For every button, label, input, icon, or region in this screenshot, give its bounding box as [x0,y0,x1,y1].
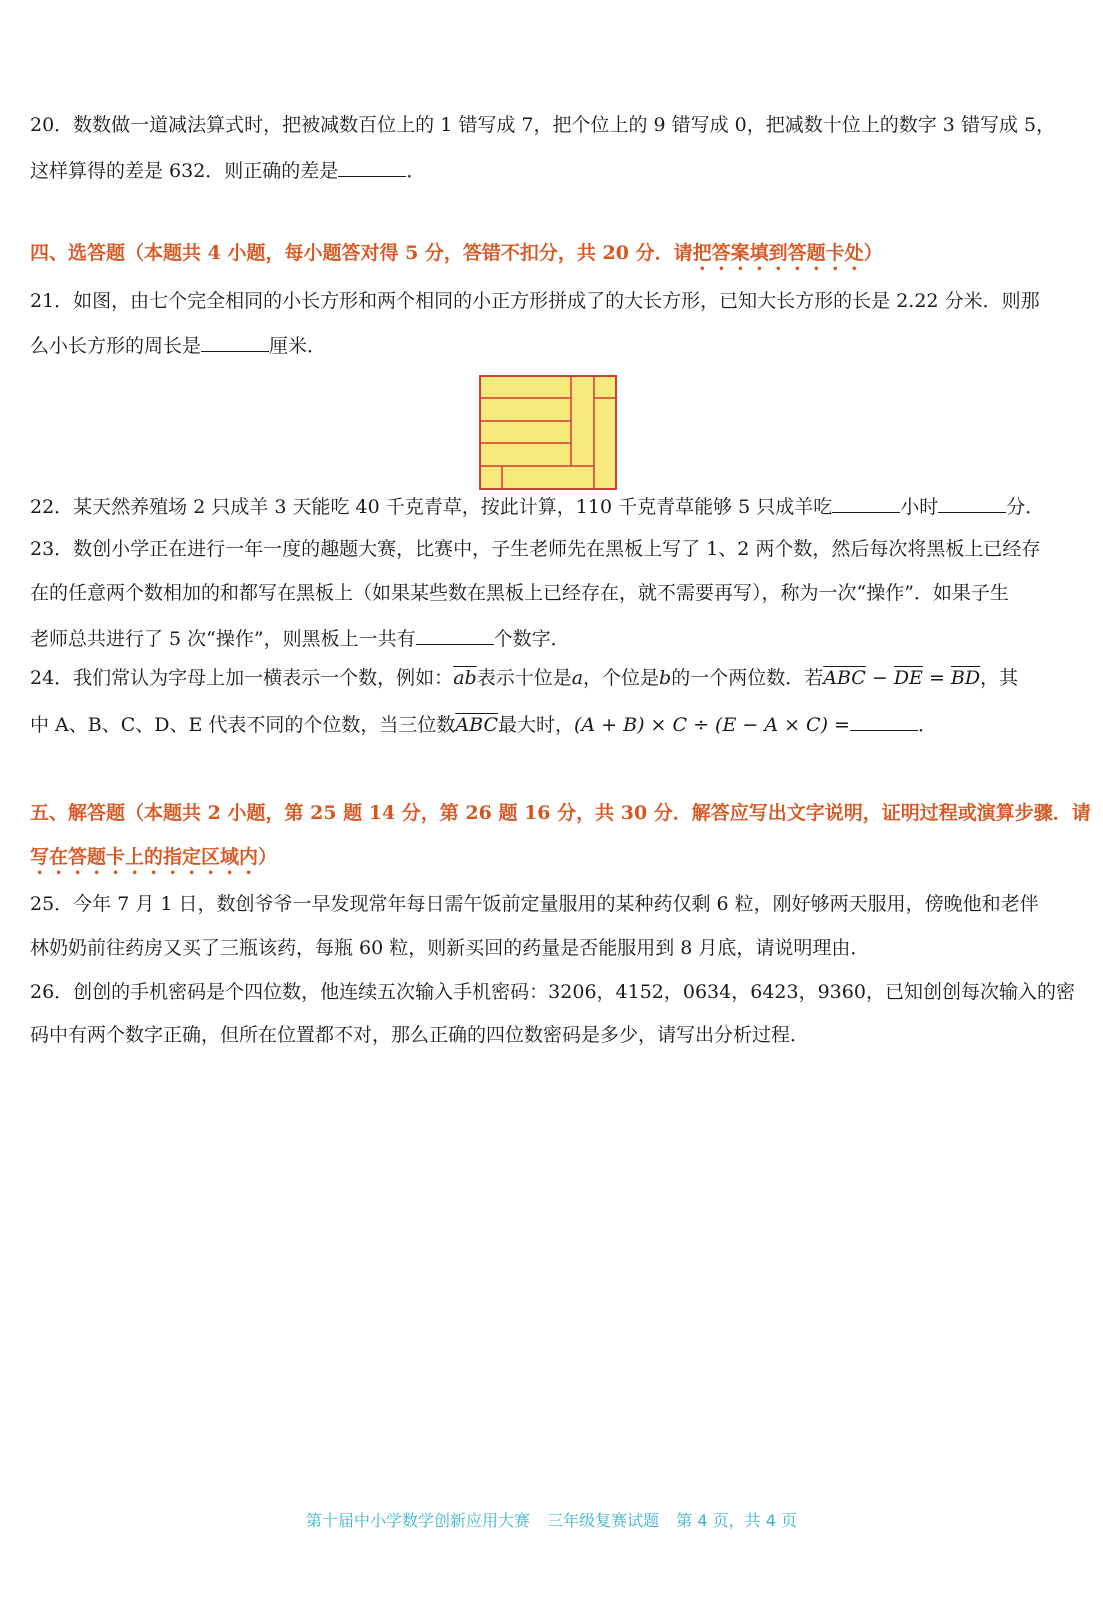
q24-text-g: 最大时， [497,714,574,736]
page-footer [0,1508,1103,1531]
q24-minus: − [865,667,894,689]
section-5-emphasis: 写在答题卡上的指定区域内 [30,846,259,868]
q24-overline-abc: $\overline{ABC}$ [823,667,866,689]
q23-line-3 [30,624,1075,652]
footer-page-number: 第 4 页，共 4 页 [676,1511,797,1530]
q22-minutes-blank[interactable] [938,492,1006,513]
q20-end: ． [406,160,426,182]
q24-end: ． [917,714,937,736]
section-4-emphasis: 把答案填到答题卡处 [692,242,864,264]
q23-unit: 个数字． [493,628,570,650]
q24-text-e: ，其 [980,667,1019,689]
q24-line-1 [30,665,1075,691]
footer-title: 第十届中小学数学创新应用大赛 [306,1511,531,1530]
q24-answer-blank[interactable] [850,710,918,731]
q20-answer-blank[interactable] [338,156,406,177]
q22-hours-unit: 小时 [900,496,939,518]
section-4-heading [30,240,1075,275]
q24-text-d: 的一个两位数．若 [671,667,824,689]
q22-line [30,492,1075,520]
q24-overline-ab: $\overline{ab}$ [453,667,477,689]
q23-line-1: 23．数创小学正在进行一年一度的趣题大赛，比赛中，子生老师先在黑板上写了 1、2 两个数，然后每次将黑板上已经存 [30,538,1041,560]
q20-text: 这样算得的差是 632．则正确的差是 [30,160,339,182]
q23-line-2: 在的任意两个数相加的和都写在黑板上（如果某些数在黑板上已经存在，就不需要再写），称为一次“操作”．如果子生 [30,582,1009,604]
q24-overline-abc-2: $\overline{ABC}$ [455,714,498,736]
q21-answer-blank[interactable] [201,331,269,352]
q20-line-2 [30,156,1075,184]
q24-var-b: b [659,667,672,689]
q22-hours-blank[interactable] [832,492,900,513]
q21-unit: 厘米． [269,335,327,357]
q26-line-1: 26．创创的手机密码是个四位数，他连续五次输入手机密码：3206，4152，0634，6423，9360，已知创创每次输入的密 [30,981,1075,1003]
q24-expression: (A + B) × C ÷ (E − A × C) = [574,714,850,736]
footer-subtitle: 三年级复赛试题 [547,1511,660,1530]
q21-line-2 [30,331,1075,359]
section-4-text: 四、选答题（本题共 4 小题，每小题答对得 5 分，答错不扣分，共 20 分．请 [30,242,693,264]
q24-var-a: a [571,667,584,689]
q22-text: 22．某天然养殖场 2 只成羊 3 天能吃 40 千克青草，按此计算，110 千克青草能够 5 只成羊吃 [30,496,833,518]
q24-text-c: ，个位是 [583,667,660,689]
q21-line-1: 21．如图，由七个完全相同的小长方形和两个相同的小正方形拼成了的大长方形，已知大长方形的长是 2.22 分米．则那 [30,290,1040,312]
q23-text: 老师总共进行了 5 次“操作”，则黑板上一共有 [30,628,416,650]
section-5-heading-line-2 [30,844,1075,879]
q24-equals: = [922,667,951,689]
section-4-close: ） [863,242,883,264]
q22-minutes-unit: 分． [1006,496,1045,518]
q24-overline-de: $\overline{DE}$ [893,667,923,689]
q20-line-1: 20．数数做一道减法算式时，把被减数百位上的 1 错写成 7，把个位上的 9 错写成 0，把减数十位上的数字 3 错写成 5， [30,114,1056,136]
q21-text: 么小长方形的周长是 [30,335,202,357]
section-5-heading-line-1: 五、解答题（本题共 2 小题，第 25 题 14 分，第 26 题 16 分，共 30 分．解答应写出文字说明，证明过程或演算步骤．请 [30,802,1091,824]
q25-line-1: 25．今年 7 月 1 日，数创爷爷一早发现常年每日需午饭前定量服用的某种药仅剩 6 粒，刚好够两天服用，傍晚他和老伴 [30,893,1039,915]
q26-line-2: 码中有两个数字正确，但所在位置都不对，那么正确的四位数密码是多少，请写出分析过程． [30,1024,810,1046]
q24-line-2 [30,710,1075,738]
q23-answer-blank[interactable] [416,624,494,645]
q24-text-a: 24．我们常认为字母上加一横表示一个数，例如： [30,667,454,689]
q24-text-b: 表示十位是 [476,667,572,689]
rectangle-figure [479,375,617,490]
q25-line-2: 林奶奶前往药房又买了三瓶该药，每瓶 60 粒，则新买回的药量是否能服用到 8 月底，请说明理由． [30,937,870,959]
big-rectangle [480,376,616,489]
section-5-close: ） [258,846,278,868]
q24-text-f: 中 A、B、C、D、E 代表不同的个位数，当三位数 [30,714,456,736]
q24-overline-bd: $\overline{BD}$ [950,667,981,689]
